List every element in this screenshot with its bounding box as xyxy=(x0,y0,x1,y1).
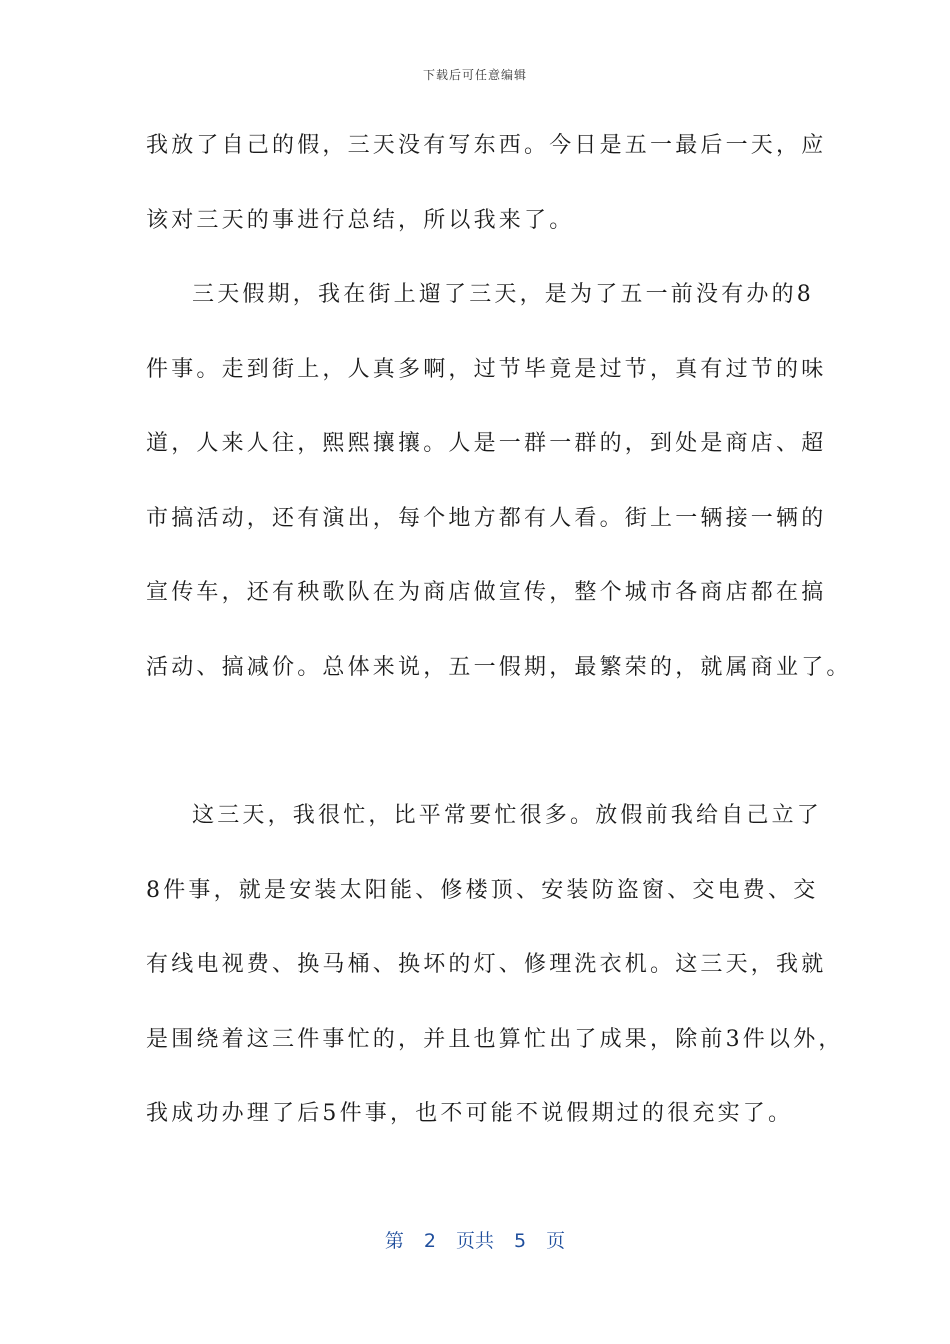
page-label-mid: 页共 xyxy=(455,1230,494,1252)
text-line: 道，人来人往，熙熙攘攘。人是一群一群的，到处是商店、超 xyxy=(146,431,827,456)
text-line: 该对三天的事进行总结，所以我来了。 xyxy=(146,207,575,233)
text-line: 是围绕着这三件事忙的，并且也算忙出了成果，除前3件以外， xyxy=(146,1026,844,1052)
page-label-suffix: 页 xyxy=(546,1230,566,1252)
document-body xyxy=(146,120,852,1163)
text-line: 我放了自己的假，三天没有写东西。今日是五一最后一天，应 xyxy=(146,133,827,158)
text-line: 宣传车，还有秧歌队在为商店做宣传，整个城市各商店都在搞 xyxy=(146,580,827,605)
text-line: 活动、搞减价。总体来说，五一假期，最繁荣的，就属商业了。 xyxy=(146,654,852,680)
paragraph-gap xyxy=(146,716,806,790)
text-line: 件事。走到街上，人真多啊，过节毕竟是过节，真有过节的味 xyxy=(146,356,827,382)
text-line: 市搞活动，还有演出，每个地方都有人看。街上一辆接一辆的 xyxy=(146,505,827,531)
text-line: 有线电视费、换马桶、换坏的灯、修理洗衣机。这三天，我就 xyxy=(146,952,827,977)
header-note: 下载后可任意编辑 xyxy=(422,68,527,82)
total-pages-number: 5 xyxy=(514,1230,527,1252)
text-line: 三天假期，我在街上遛了三天，是为了五一前没有办的8 xyxy=(192,282,814,307)
text-line: 8件事，就是安装太阳能、修楼顶、安装防盗窗、交电费、交 xyxy=(146,877,819,903)
text-line: 这三天，我很忙，比平常要忙很多。放假前我给自己立了 xyxy=(192,803,823,828)
current-page-number: 2 xyxy=(423,1230,436,1252)
text-line: 我成功办理了后5件事，也不可能不说假期过的很充实了。 xyxy=(146,1101,794,1126)
page-number-footer xyxy=(0,1226,950,1253)
page-label-prefix: 第 xyxy=(384,1230,404,1252)
